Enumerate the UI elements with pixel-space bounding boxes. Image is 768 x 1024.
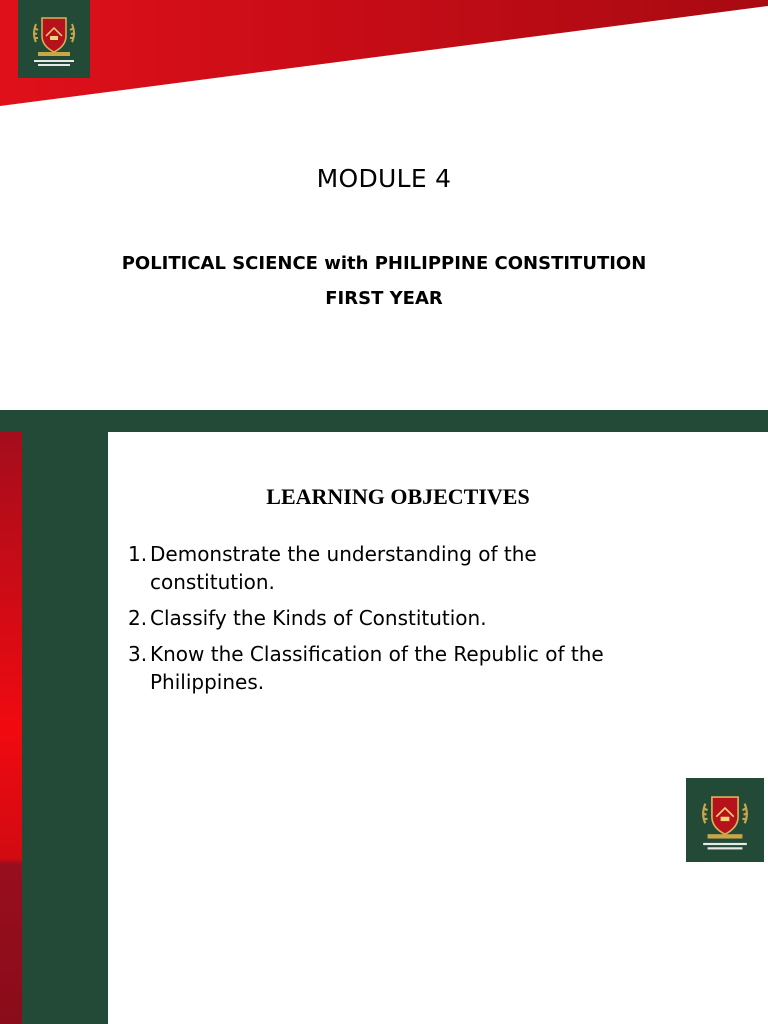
slide-title [0, 0, 768, 410]
list-item-number: 3. [128, 642, 148, 666]
objectives-list [128, 540, 648, 704]
list-item-number: 1. [128, 542, 148, 566]
objectives-panel [108, 432, 768, 1024]
subject-title: POLITICAL SCIENCE with PHILIPPINE CONSTITUTION [121, 253, 647, 274]
slide-objectives [0, 410, 768, 1024]
school-crest-icon [692, 784, 758, 856]
year-title: FIRST YEAR [325, 288, 443, 309]
school-logo [18, 0, 90, 78]
school-logo-small [686, 778, 764, 862]
list-item [128, 540, 648, 596]
list-item-number: 2. [128, 606, 148, 630]
list-item-text: Know the Classification of the Republic of the Philippines. [150, 642, 604, 694]
list-item [128, 640, 648, 696]
school-crest-icon [24, 6, 84, 72]
list-item-text: Classify the Kinds of Constitution. [150, 606, 487, 630]
list-item-text: Demonstrate the understanding of the constitution. [150, 542, 537, 594]
objectives-heading: LEARNING OBJECTIVES [266, 484, 530, 509]
list-item [128, 604, 648, 632]
red-header-banner [0, 0, 768, 110]
red-side-strip [0, 432, 22, 1024]
module-title: MODULE 4 [316, 164, 452, 193]
